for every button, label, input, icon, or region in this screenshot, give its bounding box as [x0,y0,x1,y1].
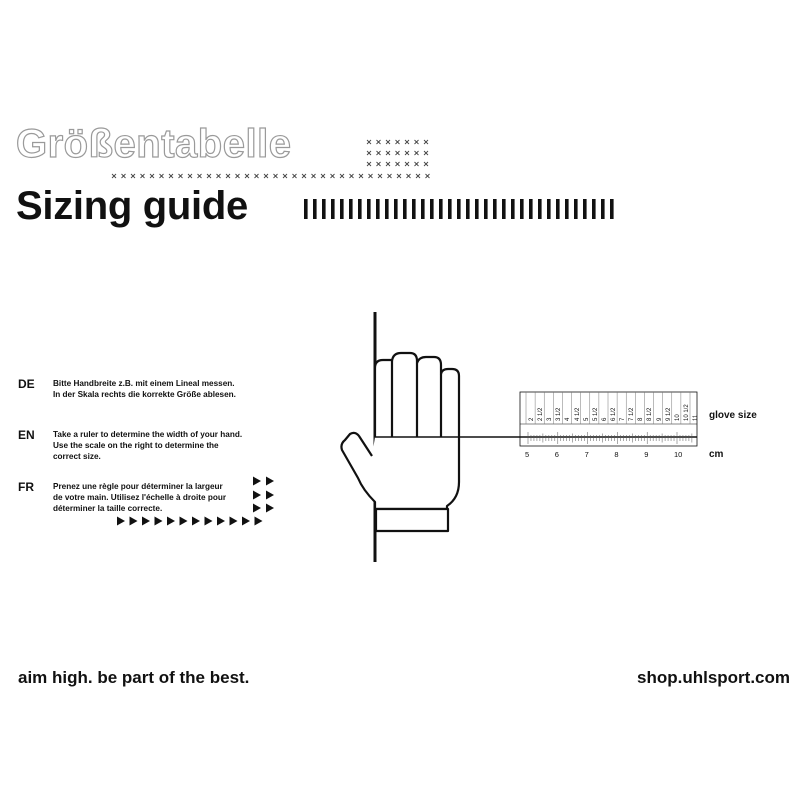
glove-size-value: 6 1/2 [611,407,617,421]
instruction-en-line-2: Use the scale on the right to determine the [53,441,219,450]
instruction-en-line-1: Take a ruler to determine the width of your hand. [53,430,243,439]
cm-value: 9 [644,450,649,459]
glove-size-value: 4 1/2 [574,407,581,421]
glove-size-label: glove size [709,410,757,421]
cm-unit-label: cm [709,449,724,460]
glove-size-value: 11 [693,414,699,421]
barcode-decoration [304,199,614,219]
glove-size-value: 3 [547,417,554,421]
glove-size-value: 9 1/2 [665,407,672,421]
glove-size-value: 10 [674,414,681,421]
title-english: Sizing guide [16,184,248,228]
glove-size-value: 5 1/2 [592,407,599,421]
glove-size-value: 2 [529,417,535,421]
cm-value: 6 [554,450,559,459]
instruction-fr-line-3: déterminer la taille correcte. [53,504,163,513]
glove-size-value: 8 1/2 [647,407,654,421]
glove-size-value: 9 [656,417,663,421]
cm-value: 10 [674,450,683,459]
cm-value: 5 [525,450,530,459]
lang-label-en: EN [18,428,35,442]
instruction-en-line-3: correct size. [53,452,101,461]
lang-label-fr: FR [18,480,34,494]
glove-icon [341,353,459,531]
glove-size-value: 10 1/2 [683,404,690,421]
title-german: Größentabelle [16,122,292,166]
glove-size-value: 5 [583,417,590,421]
glove-size-value: 7 [620,417,627,421]
instruction-fr-line-2: de votre main. Utilisez l'échelle à droite pour [53,493,227,502]
cm-value: 7 [584,450,589,459]
glove-size-value: 7 1/2 [629,407,636,421]
cm-value: 8 [614,450,619,459]
glove-size-value: 2 1/2 [538,407,545,421]
lang-label-de: DE [18,377,35,391]
slogan: aim high. be part of the best. [18,668,250,687]
instruction-de-line-1: Bitte Handbreite z.B. mit einem Lineal messen. [53,379,235,388]
x-pattern-decoration [112,140,430,178]
triangle-arrows-decoration [117,477,274,526]
shop-url: shop.uhlsport.com [637,668,790,687]
glove-size-value: 8 [638,417,645,421]
glove-size-value: 6 [601,417,608,421]
glove-size-value: 3 1/2 [556,407,563,421]
instruction-fr-line-1: Prenez une règle pour déterminer la largeur [53,482,223,491]
glove-size-value: 4 [565,417,572,421]
instruction-de-line-2: In der Skala rechts die korrekte Größe ablesen. [53,390,236,399]
